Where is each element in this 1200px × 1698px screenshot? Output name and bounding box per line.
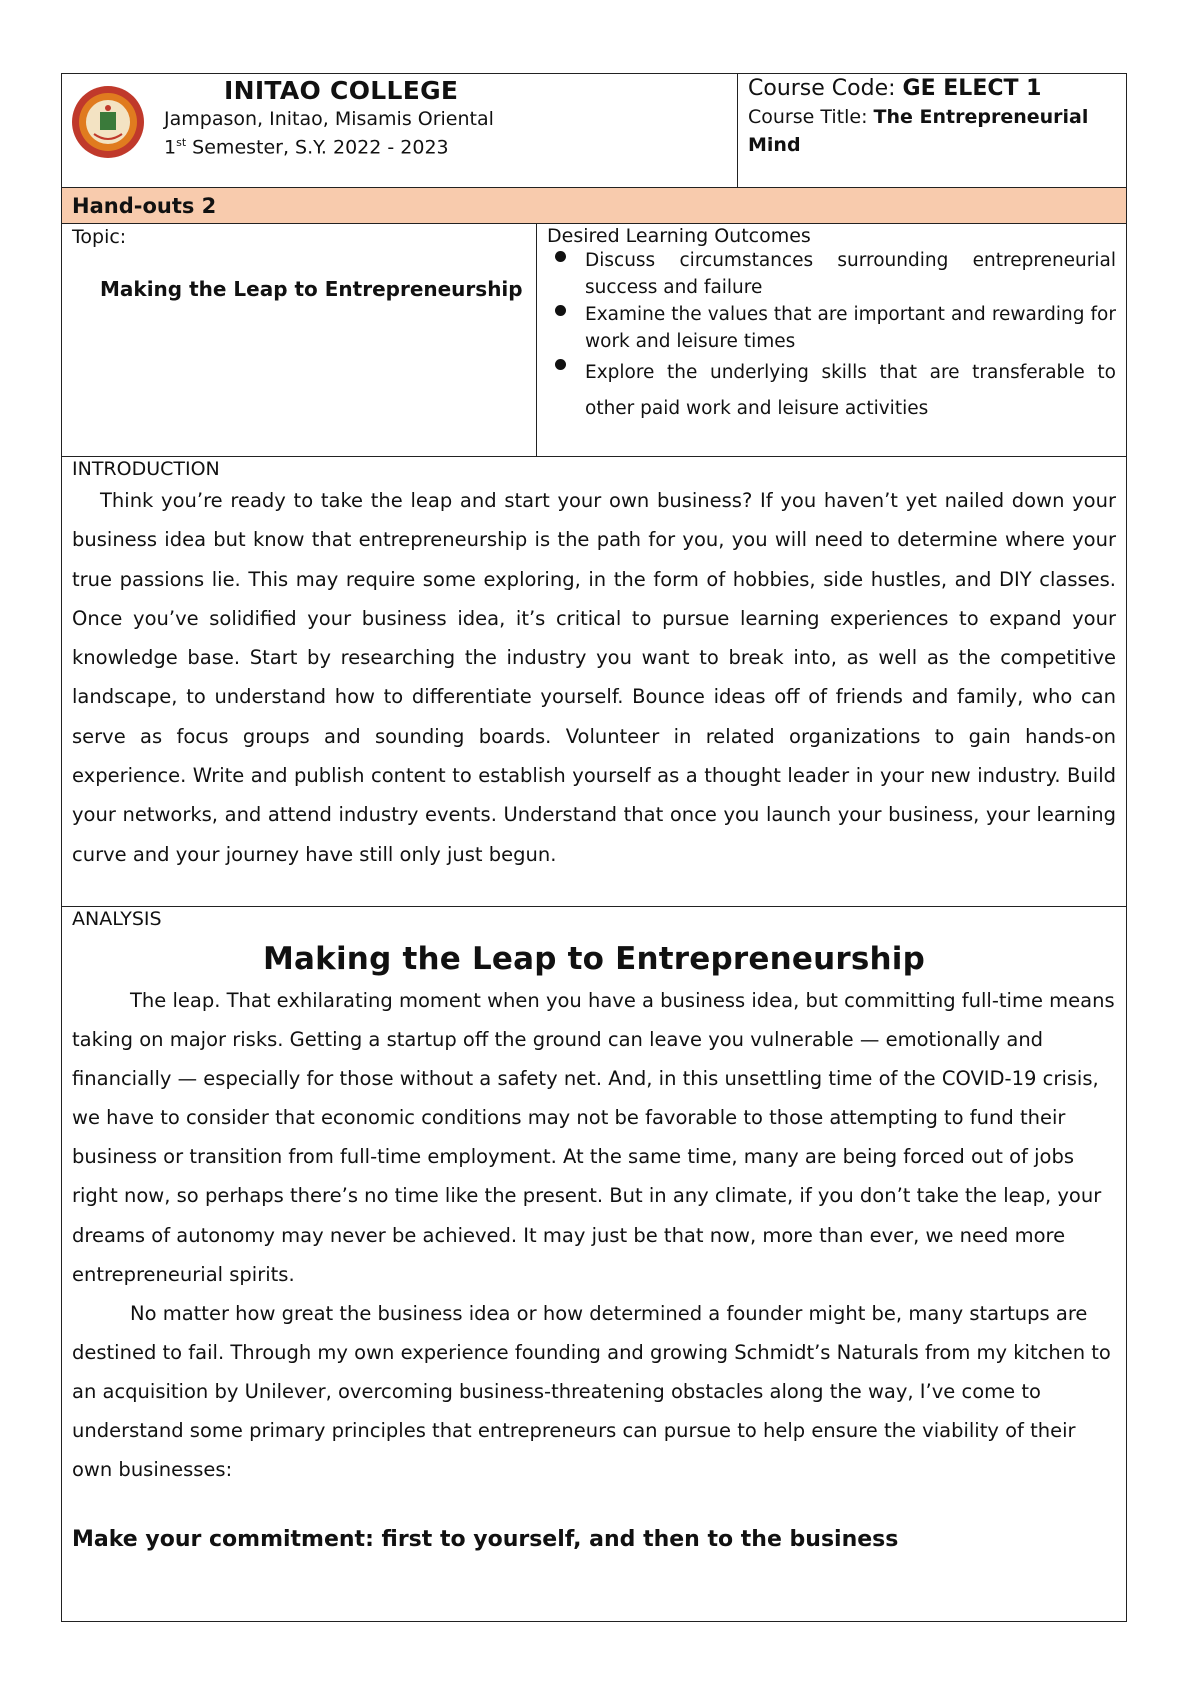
analysis-section: [62, 907, 1126, 1621]
topic-cell: [62, 224, 537, 456]
introduction-label: INTRODUCTION: [72, 458, 220, 480]
introduction-text: Think you’re ready to take the leap and start your own business? If you haven’t yet nailed down your business idea but know that entrepreneurship is the path for you, you will need to determine where your true passions lie. This may require some exploring, in the form of hobbies, side hustles, and DIY classes. Once you’ve solidified your business idea, it’s critical to pursue learning experiences to expand your knowledge base. Start by researching the industry you want to break into, as well as the competitive landscape, to understand how to differentiate yourself. Bounce ideas off of friends and family, who can serve as focus groups and sounding boards. Volunteer in related organizations to gain hands-on experience. Write and publish content to establish yourself as a thought leader in your new industry. Build your networks, and attend industry events. Understand that once you launch your business, your learning curve and your journey have still only just begun.: [72, 489, 1116, 866]
course-code-label: Course Code:: [748, 76, 903, 101]
list-item: [585, 247, 1116, 301]
college-address: Jampason, Initao, Misamis Oriental: [164, 108, 494, 130]
header-row: [62, 74, 1126, 188]
college-info-cell: [62, 74, 738, 187]
bullet-icon: [555, 251, 566, 262]
bullet-icon: [555, 305, 566, 316]
introduction-section: [62, 457, 1126, 907]
course-code-value: GE ELECT 1: [902, 76, 1042, 101]
handouts-row: [62, 188, 1126, 224]
course-code: [748, 76, 1116, 101]
handout-document: [61, 73, 1127, 1622]
outcomes-label: Desired Learning Outcomes: [547, 225, 811, 247]
outcome-text: Explore the underlying skills that are transferable to other paid work and leisure activities: [585, 362, 1116, 419]
topic-label: Topic:: [72, 226, 127, 248]
list-item: [585, 355, 1116, 427]
analysis-subheading: Make your commitment: first to yourself, and then to the business: [72, 1527, 899, 1553]
course-title-value: The Entrepreneurial Mind: [748, 106, 1089, 156]
semester-sup: st: [176, 136, 187, 149]
topic-title: Making the Leap to Entrepreneurship: [100, 277, 523, 301]
analysis-title: Making the Leap to Entrepreneurship: [262, 941, 926, 977]
course-title: [748, 103, 1116, 159]
outcomes-list: [547, 247, 1116, 427]
list-item: [585, 301, 1116, 355]
handouts-label: Hand-outs 2: [72, 193, 217, 218]
outcome-text: Examine the values that are important and rewarding for work and leisure times: [585, 304, 1116, 352]
semester-rest: Semester, S.Y. 2022 - 2023: [186, 136, 449, 159]
bullet-icon: [555, 359, 566, 370]
topic-row: [62, 224, 1126, 457]
college-name: INITAO COLLEGE: [224, 76, 459, 105]
analysis-label: ANALYSIS: [72, 908, 162, 930]
analysis-paragraph-1: The leap. That exhilarating moment when you have a business idea, but committing full-time means taking on major risks. Getting a startup off the ground can leave you vulnerable — emotionally and financially — especially for those without a safety net. And, in this unsettling time of the COVID-19 crisis, we have to consider that economic conditions may not be favorable to those attempting to fund their business or transition from full-time employment. At the same time, many are being forced out of jobs right now, so perhaps there’s no time like the present. But in any climate, if you don’t take the leap, your dreams of autonomy may never be achieved. It may just be that now, more than ever, we need more entrepreneurial spirits.: [72, 989, 1115, 1286]
course-title-label: Course Title:: [748, 106, 874, 128]
college-seal-icon: [70, 84, 146, 160]
analysis-paragraph-2: No matter how great the business idea or how determined a founder might be, many startups are destined to fail. Through my own experience founding and growing Schmidt’s Naturals from my kitchen to an acquisition by Unilever, overcoming business-threatening obstacles along the way, I’ve come to understand some primary principles that entrepreneurs can pursue to help ensure the viability of their own businesses:: [72, 1301, 1111, 1482]
semester-line: [164, 136, 449, 158]
semester-prefix: 1: [164, 136, 177, 159]
course-info-cell: [738, 74, 1126, 187]
outcomes-cell: [537, 224, 1126, 456]
outcome-text: Discuss circumstances surrounding entrepreneurial success and failure: [585, 250, 1116, 298]
